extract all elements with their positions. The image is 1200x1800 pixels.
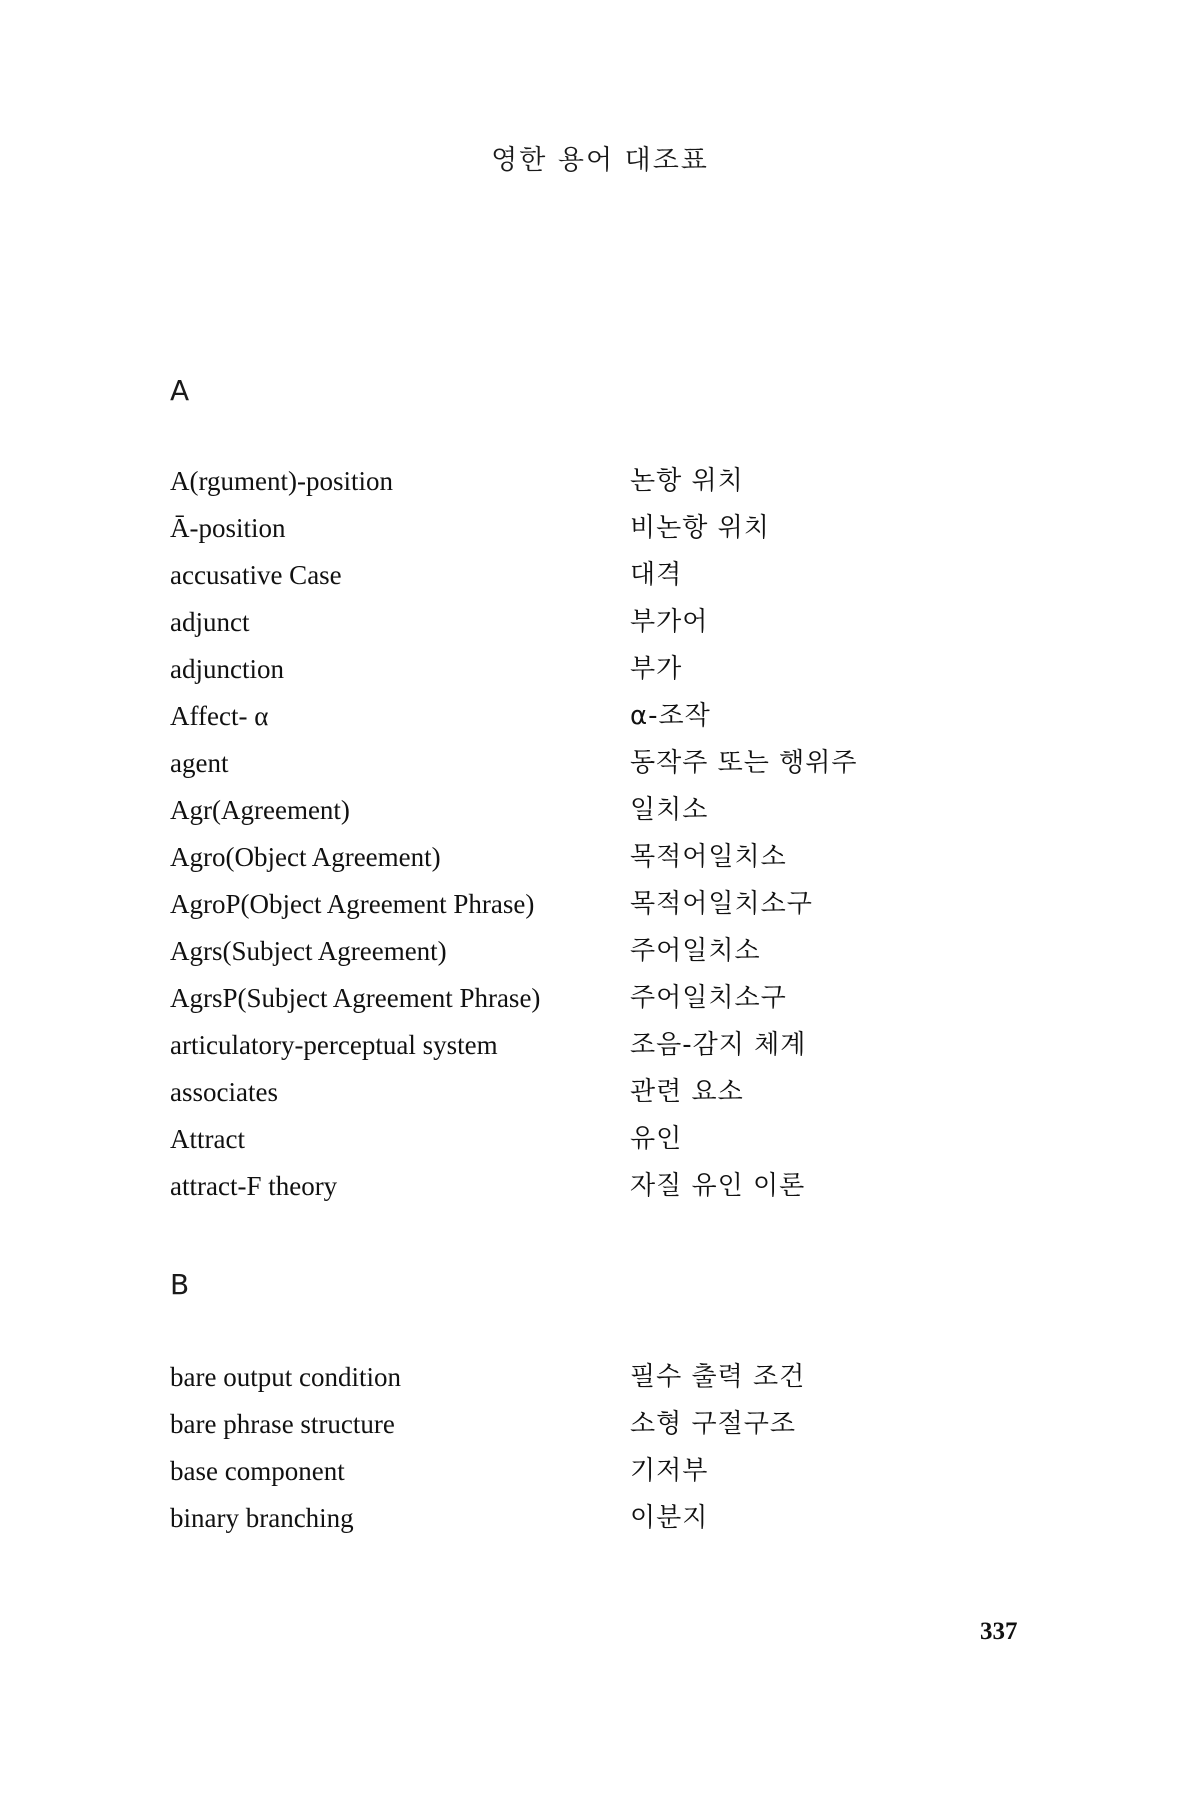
term-ko: α-조작 <box>630 701 711 731</box>
page-title: 영한 용어 대조표 <box>491 145 709 176</box>
term-en: AgrsP(Subject Agreement Phrase) <box>170 983 541 1013</box>
term-en: attract-F theory <box>170 1171 338 1201</box>
term-en: agent <box>170 748 229 778</box>
glossary-entry <box>170 1122 970 1169</box>
glossary-entry <box>170 981 970 1028</box>
term-en: Agrs(Subject Agreement) <box>170 936 447 966</box>
term-ko: 대격 <box>630 560 683 590</box>
section-letter-a: A <box>170 374 190 407</box>
glossary-entry <box>170 934 970 981</box>
term-en: bare phrase structure <box>170 1409 395 1439</box>
term-en: Agr(Agreement) <box>170 795 350 825</box>
term-ko: 필수 출력 조건 <box>630 1362 806 1392</box>
term-ko: 동작주 또는 행위주 <box>630 748 858 778</box>
term-ko: 부가 <box>630 654 683 684</box>
term-en: Affect- α <box>170 701 269 731</box>
term-ko: 목적어일치소구 <box>630 889 813 919</box>
term-ko: 관련 요소 <box>630 1077 744 1107</box>
term-en: adjunction <box>170 654 284 684</box>
glossary-entry <box>170 511 970 558</box>
glossary-entry <box>170 464 970 511</box>
glossary-entry <box>170 558 970 605</box>
term-ko: 소형 구절구조 <box>630 1409 796 1439</box>
glossary-entry <box>170 1169 970 1216</box>
glossary-entry <box>170 1454 970 1501</box>
glossary-entry <box>170 652 970 699</box>
term-en: bare output condition <box>170 1362 401 1392</box>
term-ko: 일치소 <box>630 795 709 825</box>
glossary-entry <box>170 887 970 934</box>
glossary-entry <box>170 746 970 793</box>
term-ko: 유인 <box>630 1124 683 1154</box>
term-ko: 비논항 위치 <box>630 513 770 543</box>
glossary-entry <box>170 1501 970 1548</box>
term-en: articulatory-perceptual system <box>170 1030 498 1060</box>
term-en: Ā-position <box>170 513 286 543</box>
term-en: Agro(Object Agreement) <box>170 842 441 872</box>
term-ko: 부가어 <box>630 607 709 637</box>
page-number: 337 <box>980 1618 1018 1645</box>
term-en: associates <box>170 1077 278 1107</box>
term-ko: 이분지 <box>630 1503 709 1533</box>
term-en: Attract <box>170 1124 245 1154</box>
term-en: AgroP(Object Agreement Phrase) <box>170 889 535 919</box>
glossary-entry <box>170 1075 970 1122</box>
term-ko: 목적어일치소 <box>630 842 787 872</box>
term-en: A(rgument)-position <box>170 466 393 496</box>
term-ko: 기저부 <box>630 1456 709 1486</box>
glossary-entry <box>170 1028 970 1075</box>
term-ko: 주어일치소 <box>630 936 761 966</box>
glossary-entry <box>170 605 970 652</box>
section-b-entries <box>170 1360 970 1548</box>
glossary-entry <box>170 840 970 887</box>
term-en: accusative Case <box>170 560 342 590</box>
term-ko: 주어일치소구 <box>630 983 787 1013</box>
section-a-entries <box>170 464 970 1216</box>
section-letter-b: B <box>170 1268 190 1301</box>
term-en: binary branching <box>170 1503 354 1533</box>
term-en: adjunct <box>170 607 250 637</box>
glossary-entry <box>170 793 970 840</box>
term-en: base component <box>170 1456 345 1486</box>
glossary-entry <box>170 1407 970 1454</box>
term-ko: 자질 유인 이론 <box>630 1171 806 1201</box>
term-ko: 조음-감지 체계 <box>630 1030 807 1060</box>
glossary-entry <box>170 1360 970 1407</box>
term-ko: 논항 위치 <box>630 466 744 496</box>
glossary-entry <box>170 699 970 746</box>
